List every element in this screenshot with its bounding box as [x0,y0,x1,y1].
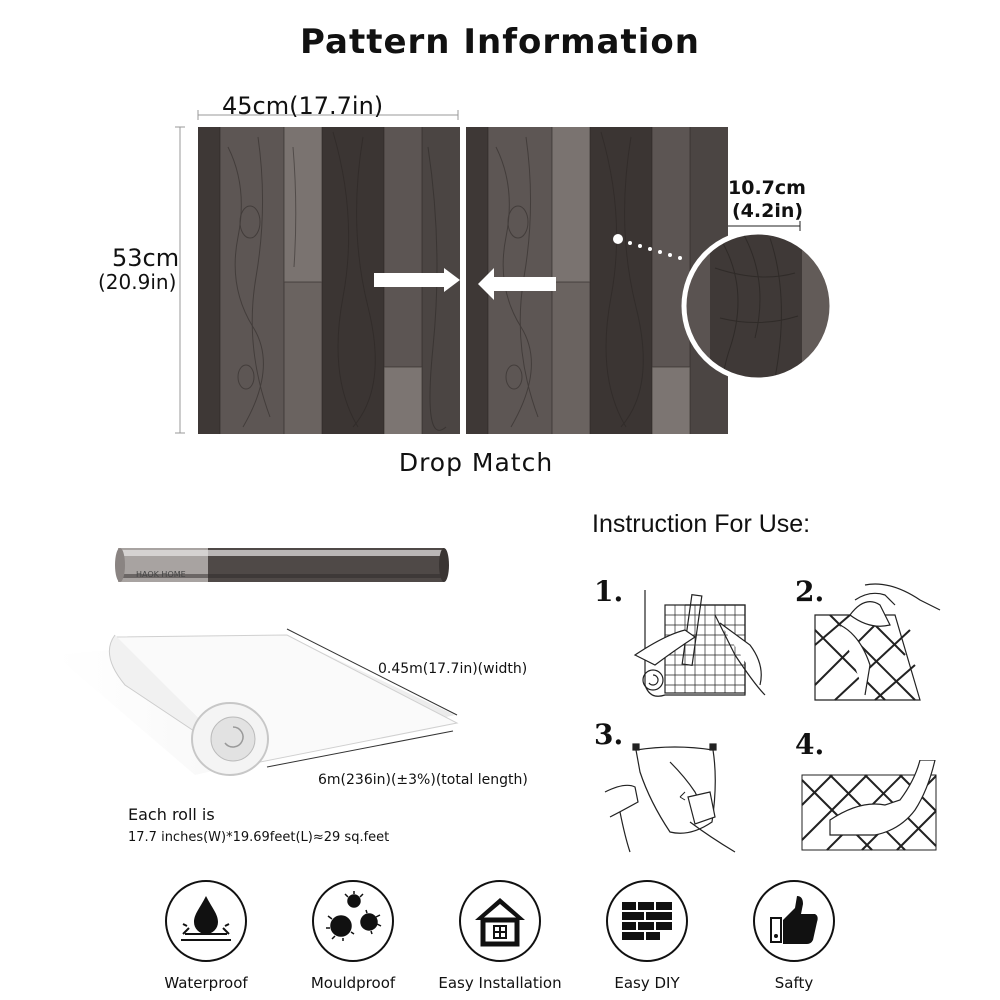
each-roll-spec: 17.7 inches(W)*19.69feet(L)≈29 sq.feet [128,830,390,845]
roll-length-label: 6m(236in)(±3%)(total length) [318,772,528,788]
feature-easy-diy-label: Easy DIY [614,974,680,992]
brick-wall-icon [606,880,688,962]
step-1-number: 1. [594,575,624,608]
wood-panel-left [198,127,460,434]
feature-waterproof-label: Waterproof [164,974,248,992]
drop-match-label: Drop Match [398,448,554,477]
pattern-width-label: 45cm(17.7in) [222,92,384,120]
unrolled-sheet-illustration [55,615,475,785]
page-title: Pattern Information [300,22,700,62]
roll-width-label: 0.45m(17.7in)(width) [378,661,528,677]
step-4-smooth-illustration [800,760,940,855]
house-icon [459,880,541,962]
feature-easy-installation-label: Easy Installation [438,974,562,992]
step-3-number: 3. [594,718,624,751]
step-3-apply-illustration [600,742,760,857]
pattern-height-in-label: (20.9in) [98,270,177,294]
step-2-number: 2. [795,575,825,608]
detail-magnifier [680,228,840,388]
instructions-heading: Instruction For Use: [592,510,811,538]
feature-mouldproof-label: Mouldproof [310,974,396,992]
roll-brand-text: HAOK HOME [136,570,186,579]
step-4-number: 4. [795,728,825,761]
step-1-measure-cut-illustration [625,575,775,705]
feature-easy-diy [577,880,717,992]
feature-safty [724,880,864,992]
wallpaper-roll-tube [112,540,452,590]
feature-mouldproof [283,880,423,992]
feature-safty-label: Safty [774,974,814,992]
feature-easy-installation [430,880,570,992]
thumbs-up-icon [753,880,835,962]
feature-waterproof [136,880,276,992]
step-2-peel-backing-illustration [810,575,945,705]
detail-size-cm-label: 10.7cm [728,177,806,199]
pattern-height-cm-label: 53cm [112,244,180,272]
detail-size-in-label: (4.2in) [732,200,804,222]
mould-spores-icon [312,880,394,962]
water-drop-icon [165,880,247,962]
each-roll-title: Each roll is [128,805,215,824]
